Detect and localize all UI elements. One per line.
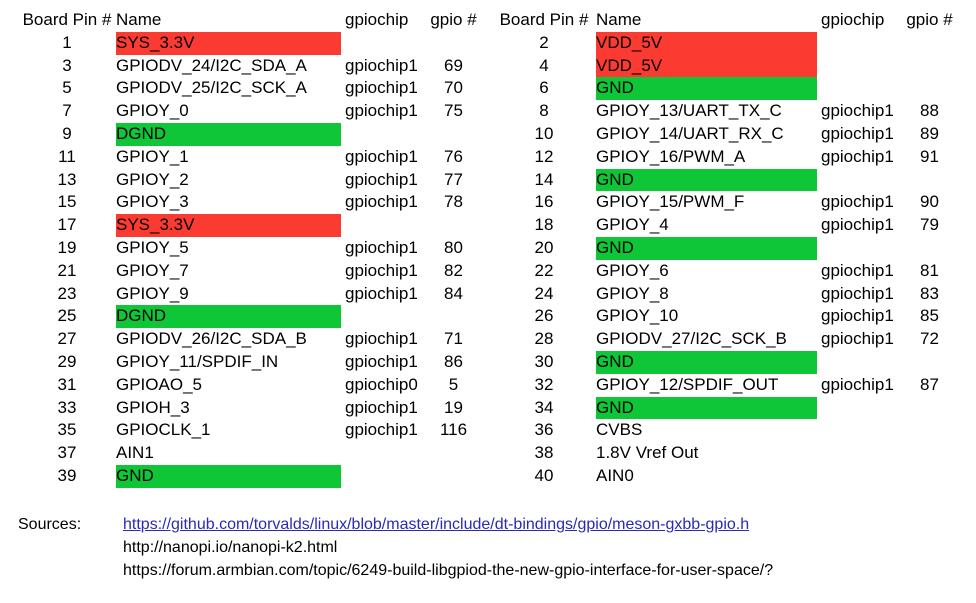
gpiochip-cell: gpiochip1 bbox=[345, 237, 418, 257]
pin-number-cell: 29 bbox=[57, 351, 77, 371]
column-header-name: Name bbox=[116, 10, 162, 29]
pin-number-cell: 18 bbox=[534, 215, 554, 235]
column-header-board-pin: Board Pin # bbox=[22, 10, 112, 29]
gpiochip-cell: gpiochip1 bbox=[345, 101, 418, 121]
sources-section bbox=[18, 513, 773, 582]
gpio-number-cell bbox=[903, 169, 956, 192]
pin-name-cell: GND bbox=[596, 237, 817, 260]
gpiochip-cell bbox=[817, 169, 903, 192]
pin-number-cell: 13 bbox=[57, 169, 77, 189]
pin-name-cell: GPIOY_9 bbox=[116, 283, 189, 303]
pin-number-cell: 12 bbox=[534, 146, 554, 166]
gpiochip-cell: gpiochip1 bbox=[345, 146, 418, 166]
gpio-number-cell bbox=[427, 305, 480, 328]
gpiochip-cell: gpiochip1 bbox=[821, 123, 894, 143]
pin-name-cell: AIN0 bbox=[596, 465, 634, 485]
gpiochip-cell bbox=[817, 237, 903, 260]
gpiochip-cell: gpiochip1 bbox=[345, 169, 418, 189]
pin-number-cell: 5 bbox=[62, 78, 72, 98]
gpio-number-cell bbox=[903, 77, 956, 100]
pin-name-cell: GPIODV_27/I2C_SCK_B bbox=[596, 329, 787, 349]
pin-name-cell: DGND bbox=[116, 123, 341, 146]
pin-number-cell: 6 bbox=[539, 78, 549, 98]
gpio-number-cell: 78 bbox=[444, 192, 463, 212]
pin-name-cell: GPIOY_0 bbox=[116, 101, 189, 121]
gpiochip-cell: gpiochip1 bbox=[345, 55, 418, 75]
gpio-number-cell: 88 bbox=[920, 101, 939, 121]
pin-name-cell: 1.8V Vref Out bbox=[596, 443, 699, 463]
gpio-number-cell: 77 bbox=[444, 169, 463, 189]
pin-name-cell: GPIOY_5 bbox=[116, 237, 189, 257]
pin-number-cell: 35 bbox=[57, 420, 77, 440]
gpiochip-cell: gpiochip1 bbox=[345, 192, 418, 212]
pin-name-cell: GPIOY_4 bbox=[596, 215, 669, 235]
gpiochip-cell bbox=[817, 77, 903, 100]
pin-name-cell: GPIOY_12/SPDIF_OUT bbox=[596, 374, 779, 394]
gpio-number-cell: 82 bbox=[444, 260, 463, 280]
gpiochip-cell: gpiochip0 bbox=[345, 374, 418, 394]
pin-name-cell: GND bbox=[116, 465, 341, 488]
sources-links bbox=[123, 513, 773, 582]
gpiochip-cell: gpiochip1 bbox=[345, 351, 418, 371]
gpio-number-cell: 116 bbox=[439, 420, 468, 440]
pin-number-cell: 36 bbox=[534, 420, 554, 440]
gpio-number-cell bbox=[903, 419, 956, 442]
sources-label: Sources: bbox=[18, 516, 82, 533]
gpiochip-cell: gpiochip1 bbox=[821, 306, 894, 326]
gpio-number-cell: 90 bbox=[920, 192, 939, 212]
gpio-number-cell: 85 bbox=[920, 306, 939, 326]
pin-name-cell: GND bbox=[596, 77, 817, 100]
gpiochip-cell: gpiochip1 bbox=[821, 260, 894, 280]
pin-number-cell: 2 bbox=[539, 32, 549, 52]
pin-number-cell: 33 bbox=[57, 397, 77, 417]
gpio-number-cell bbox=[903, 397, 956, 420]
pin-number-cell: 7 bbox=[62, 101, 72, 121]
pin-name-cell: GPIODV_25/I2C_SCK_A bbox=[116, 78, 307, 98]
gpio-number-cell: 76 bbox=[444, 146, 463, 166]
gpiochip-cell: gpiochip1 bbox=[345, 260, 418, 280]
gpio-number-cell bbox=[903, 55, 956, 78]
pin-name-cell: GPIOY_11/SPDIF_IN bbox=[116, 351, 279, 371]
gpiochip-cell: gpiochip1 bbox=[821, 101, 894, 121]
gpio-number-cell bbox=[427, 32, 480, 55]
pin-name-cell: CVBS bbox=[596, 420, 643, 440]
column-header-gpio-number: gpio # bbox=[430, 10, 477, 29]
pin-number-cell: 15 bbox=[57, 192, 77, 212]
pin-number-cell: 39 bbox=[57, 465, 77, 485]
gpiochip-cell bbox=[341, 442, 427, 465]
gpiochip-cell bbox=[341, 123, 427, 146]
gpio-number-cell bbox=[427, 214, 480, 237]
source-link-github[interactable]: https://github.com/torvalds/linux/blob/master/include/dt-bindings/gpio/meson-gxbb-gpio.h bbox=[123, 516, 750, 533]
pin-name-cell: GPIOY_8 bbox=[596, 283, 669, 303]
pin-number-cell: 40 bbox=[534, 465, 554, 485]
gpio-number-cell: 80 bbox=[444, 237, 463, 257]
gpio-number-cell bbox=[903, 442, 956, 465]
gpio-number-cell bbox=[903, 32, 956, 55]
gpio-number-cell: 5 bbox=[448, 374, 459, 394]
pin-number-cell: 32 bbox=[534, 374, 554, 394]
pin-name-cell: GPIOY_15/PWM_F bbox=[596, 192, 745, 212]
pin-name-cell: AIN1 bbox=[116, 443, 154, 463]
gpio-number-cell: 91 bbox=[920, 146, 939, 166]
gpio-number-cell: 87 bbox=[920, 374, 939, 394]
column-header-name: Name bbox=[596, 10, 642, 29]
pin-number-cell: 23 bbox=[57, 283, 77, 303]
pin-name-cell: GPIOY_3 bbox=[116, 192, 189, 212]
pin-number-cell: 34 bbox=[534, 397, 554, 417]
gpio-number-cell bbox=[427, 123, 480, 146]
gpio-number-cell: 79 bbox=[920, 215, 939, 235]
source-text-nanopi: http://nanopi.io/nanopi-k2.html bbox=[123, 539, 338, 556]
gpio-table-left bbox=[18, 9, 480, 488]
gpiochip-cell: gpiochip1 bbox=[821, 146, 894, 166]
column-header-gpio-number: gpio # bbox=[906, 10, 953, 29]
pin-name-cell: GPIOY_16/PWM_A bbox=[596, 146, 746, 166]
pin-name-cell: GPIOY_6 bbox=[596, 260, 669, 280]
gpiochip-cell: gpiochip1 bbox=[345, 420, 418, 440]
gpiochip-cell bbox=[341, 305, 427, 328]
gpio-number-cell bbox=[903, 237, 956, 260]
gpiochip-cell: gpiochip1 bbox=[821, 329, 894, 349]
pin-name-cell: DGND bbox=[116, 305, 341, 328]
gpio-number-cell: 81 bbox=[920, 260, 939, 280]
gpiochip-cell bbox=[817, 397, 903, 420]
pin-number-cell: 27 bbox=[57, 329, 77, 349]
pin-name-cell: GPIOY_13/UART_TX_C bbox=[596, 101, 782, 121]
gpiochip-cell: gpiochip1 bbox=[345, 283, 418, 303]
pin-number-cell: 30 bbox=[534, 351, 554, 371]
pin-number-cell: 22 bbox=[534, 260, 554, 280]
pin-number-cell: 10 bbox=[534, 123, 554, 143]
gpiochip-cell bbox=[817, 465, 903, 488]
gpio-number-cell bbox=[427, 442, 480, 465]
gpio-number-cell: 69 bbox=[444, 55, 463, 75]
pin-number-cell: 21 bbox=[57, 260, 77, 280]
gpiochip-cell bbox=[341, 214, 427, 237]
pin-number-cell: 26 bbox=[534, 306, 554, 326]
gpiochip-cell bbox=[817, 419, 903, 442]
pin-name-cell: SYS_3.3V bbox=[116, 214, 341, 237]
pin-name-cell: GPIOY_7 bbox=[116, 260, 189, 280]
gpiochip-cell bbox=[817, 55, 903, 78]
pin-name-cell: GPIODV_24/I2C_SDA_A bbox=[116, 55, 307, 75]
pin-name-cell: GPIOH_3 bbox=[116, 397, 190, 417]
gpio-table-right bbox=[492, 9, 956, 488]
gpio-number-cell bbox=[903, 465, 956, 488]
pin-name-cell: GND bbox=[596, 351, 817, 374]
gpio-number-cell: 70 bbox=[444, 78, 463, 98]
pin-number-cell: 24 bbox=[534, 283, 554, 303]
gpiochip-cell: gpiochip1 bbox=[821, 192, 894, 212]
gpiochip-cell bbox=[817, 351, 903, 374]
gpio-number-cell: 19 bbox=[444, 397, 463, 417]
pin-number-cell: 31 bbox=[57, 374, 77, 394]
gpiochip-cell: gpiochip1 bbox=[821, 215, 894, 235]
pin-name-cell: GND bbox=[596, 169, 817, 192]
gpiochip-cell: gpiochip1 bbox=[821, 283, 894, 303]
pin-number-cell: 20 bbox=[534, 237, 554, 257]
pin-number-cell: 1 bbox=[62, 32, 72, 52]
pin-number-cell: 4 bbox=[539, 55, 549, 75]
gpiochip-cell bbox=[817, 442, 903, 465]
pin-number-cell: 14 bbox=[534, 169, 554, 189]
source-text-armbian: https://forum.armbian.com/topic/6249-build-libgpiod-the-new-gpio-interface-for-user-space/? bbox=[123, 562, 774, 579]
pin-number-cell: 3 bbox=[62, 55, 72, 75]
column-header-gpiochip: gpiochip bbox=[821, 10, 885, 29]
pin-number-cell: 11 bbox=[58, 146, 76, 166]
pin-number-cell: 17 bbox=[57, 215, 77, 235]
pin-name-cell: VDD_5V bbox=[596, 32, 817, 55]
pin-name-cell: VDD_5V bbox=[596, 55, 817, 78]
pin-name-cell: GPIOY_14/UART_RX_C bbox=[596, 123, 784, 143]
pin-number-cell: 9 bbox=[62, 123, 72, 143]
gpio-number-cell: 72 bbox=[920, 329, 939, 349]
gpiochip-cell bbox=[817, 32, 903, 55]
pin-number-cell: 28 bbox=[534, 329, 554, 349]
gpio-number-cell: 84 bbox=[444, 283, 463, 303]
pin-name-cell: GPIOAO_5 bbox=[116, 374, 202, 394]
pin-name-cell: GPIODV_26/I2C_SDA_B bbox=[116, 329, 307, 349]
gpio-number-cell: 75 bbox=[444, 101, 463, 121]
pin-name-cell: GPIOY_1 bbox=[116, 146, 189, 166]
gpio-number-cell: 83 bbox=[920, 283, 939, 303]
column-header-board-pin: Board Pin # bbox=[499, 10, 589, 29]
gpio-number-cell: 86 bbox=[444, 351, 463, 371]
pin-number-cell: 38 bbox=[534, 443, 554, 463]
gpio-number-cell bbox=[427, 465, 480, 488]
pin-name-cell: GND bbox=[596, 397, 817, 420]
gpiochip-cell: gpiochip1 bbox=[345, 78, 418, 98]
pin-number-cell: 25 bbox=[57, 306, 77, 326]
pin-name-cell: GPIOY_10 bbox=[596, 306, 679, 326]
gpio-number-cell: 71 bbox=[444, 329, 463, 349]
gpiochip-cell: gpiochip1 bbox=[345, 397, 418, 417]
gpiochip-cell bbox=[341, 465, 427, 488]
pin-name-cell: GPIOY_2 bbox=[116, 169, 189, 189]
pin-number-cell: 37 bbox=[57, 443, 77, 463]
pin-name-cell: GPIOCLK_1 bbox=[116, 420, 211, 440]
gpio-number-cell: 89 bbox=[920, 123, 939, 143]
pin-number-cell: 8 bbox=[539, 101, 549, 121]
column-header-gpiochip: gpiochip bbox=[345, 10, 409, 29]
pin-number-cell: 19 bbox=[57, 237, 77, 257]
gpio-number-cell bbox=[903, 351, 956, 374]
pin-number-cell: 16 bbox=[534, 192, 554, 212]
gpiochip-cell: gpiochip1 bbox=[345, 329, 418, 349]
gpiochip-cell bbox=[341, 32, 427, 55]
gpiochip-cell: gpiochip1 bbox=[821, 374, 894, 394]
pin-name-cell: SYS_3.3V bbox=[116, 32, 341, 55]
